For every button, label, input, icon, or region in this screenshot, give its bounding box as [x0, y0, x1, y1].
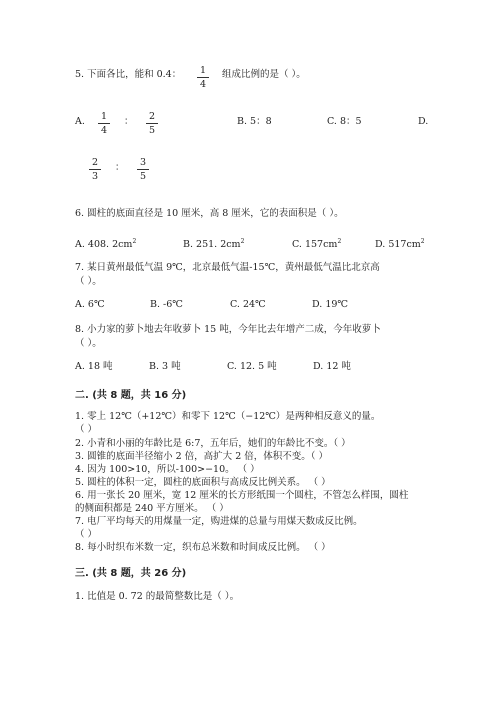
- q6-option-c: [292, 236, 341, 251]
- q5-stem-end: 组成比例的是（ ）。: [222, 69, 306, 80]
- squared-superscript: 2: [420, 238, 425, 245]
- q8-stem-line1: 8. 小力家的萝卜地去年收萝卜 15 吨，今年比去年增产二成，今年收萝卜: [75, 324, 381, 335]
- q5-option-b: B. 5：8: [237, 116, 272, 127]
- section-2-item-7-answer: （ ）: [75, 529, 98, 540]
- q6-option-d: [375, 236, 425, 251]
- fraction-numerator: 1: [100, 111, 108, 122]
- q8-option-c: C. 12. 5 吨: [227, 361, 277, 372]
- fraction-numerator: 1: [199, 65, 207, 76]
- section-2-item-2: 2. 小青和小丽的年龄比是 6:7，五年后，她们的年龄比不变。（ ）: [75, 438, 351, 449]
- q8-option-a: A. 18 吨: [75, 361, 113, 372]
- q5-option-a-fraction-1: [97, 111, 111, 136]
- q8-option-b: B. 3 吨: [149, 361, 181, 372]
- q7-option-b: B. -6℃: [150, 299, 183, 310]
- q6-option-d-text: D. 517cm: [375, 239, 421, 250]
- q5-stem-fraction: [196, 65, 210, 90]
- section-2-item-3: 3. 圆锥的底面半径缩小 2 倍，高扩大 2 倍，体积不变。（ ）: [75, 451, 329, 462]
- q6-option-b-text: B. 251. 2cm: [183, 239, 241, 250]
- fraction-bar: [146, 123, 158, 124]
- fraction-denominator: 5: [139, 171, 147, 182]
- section-2-item-4: 4. 因为 100>10，所以-100>−10。 （ ）: [75, 464, 260, 475]
- q6-option-a: [75, 236, 136, 251]
- q6-option-c-text: C. 157cm: [292, 239, 338, 250]
- fraction-denominator: 4: [100, 125, 108, 136]
- fraction-numerator: 2: [91, 157, 99, 168]
- q8-stem-line2: （ ）。: [75, 338, 102, 349]
- q6-option-a-text: A. 408. 2cm: [75, 239, 133, 250]
- q7-stem-line1: 7. 某日黄州最低气温 9℃，北京最低气温-15℃，黄州最低气温比北京高: [75, 262, 380, 273]
- q5-option-d-label: D.: [418, 116, 429, 127]
- section-2-item-6-line1: 6. 用一张长 20 厘米，宽 12 厘米的长方形纸围一个圆柱，不管怎么样围，圆柱: [75, 490, 409, 501]
- section-2-item-8: 8. 每小时织布米数一定，织布总米数和时间成反比例。 （ ）: [75, 542, 331, 553]
- section-2-item-1-answer: （ ）: [75, 424, 98, 435]
- q5-option-a-colon: ：: [124, 116, 134, 127]
- squared-superscript: 2: [132, 238, 137, 245]
- q7-stem-line2: （ ）。: [75, 276, 102, 287]
- q5-option-d-fraction-2: [136, 157, 150, 182]
- section-3-item-1: 1. 比值是 0. 72 的最简整数比是（ ）。: [75, 591, 240, 602]
- squared-superscript: 2: [240, 238, 245, 245]
- q5-option-d-colon: ：: [115, 162, 125, 173]
- q5-option-d-fraction-1: [88, 157, 102, 182]
- fraction-bar: [98, 123, 110, 124]
- q7-option-d: D. 19℃: [312, 299, 349, 310]
- fraction-denominator: 5: [148, 125, 156, 136]
- fraction-numerator: 3: [139, 157, 147, 168]
- q7-option-a: A. 6℃: [75, 299, 105, 310]
- q7-option-c: C. 24℃: [230, 299, 266, 310]
- fraction-bar: [89, 169, 101, 170]
- section-2-item-7: 7. 电厂平均每天的用煤量一定，购进煤的总量与用煤天数成反比例。: [75, 516, 363, 527]
- fraction-bar: [197, 77, 209, 78]
- fraction-numerator: 2: [148, 111, 156, 122]
- fraction-bar: [137, 169, 149, 170]
- squared-superscript: 2: [337, 238, 342, 245]
- q5-option-a-fraction-2: [145, 111, 159, 136]
- fraction-denominator: 4: [199, 79, 207, 90]
- section-3-heading: 三. (共 8 题，共 26 分): [75, 568, 187, 579]
- section-2-heading: 二. (共 8 题，共 16 分): [75, 390, 187, 401]
- q5-option-a-label: A.: [75, 116, 85, 127]
- section-2-item-6-line2: 的侧面积都是 240 平方厘米。 （ ）: [75, 503, 229, 514]
- section-2-item-5: 5. 圆柱的体积一定，圆柱的底面积与高成反比例关系。 （ ）: [75, 477, 331, 488]
- q6-option-b: [183, 236, 244, 251]
- q5-stem-start: 5. 下面各比，能和 0.4：: [75, 69, 182, 80]
- section-2-item-1: 1. 零上 12℃（+12℃）和零下 12℃（−12℃）是两种相反意义的量。: [75, 411, 381, 422]
- q8-option-d: D. 12 吨: [313, 361, 351, 372]
- fraction-denominator: 3: [91, 171, 99, 182]
- q6-stem: 6. 圆柱的底面直径是 10 厘米，高 8 厘米，它的表面积是（ ）。: [75, 208, 344, 219]
- q5-option-c: C. 8：5: [327, 116, 362, 127]
